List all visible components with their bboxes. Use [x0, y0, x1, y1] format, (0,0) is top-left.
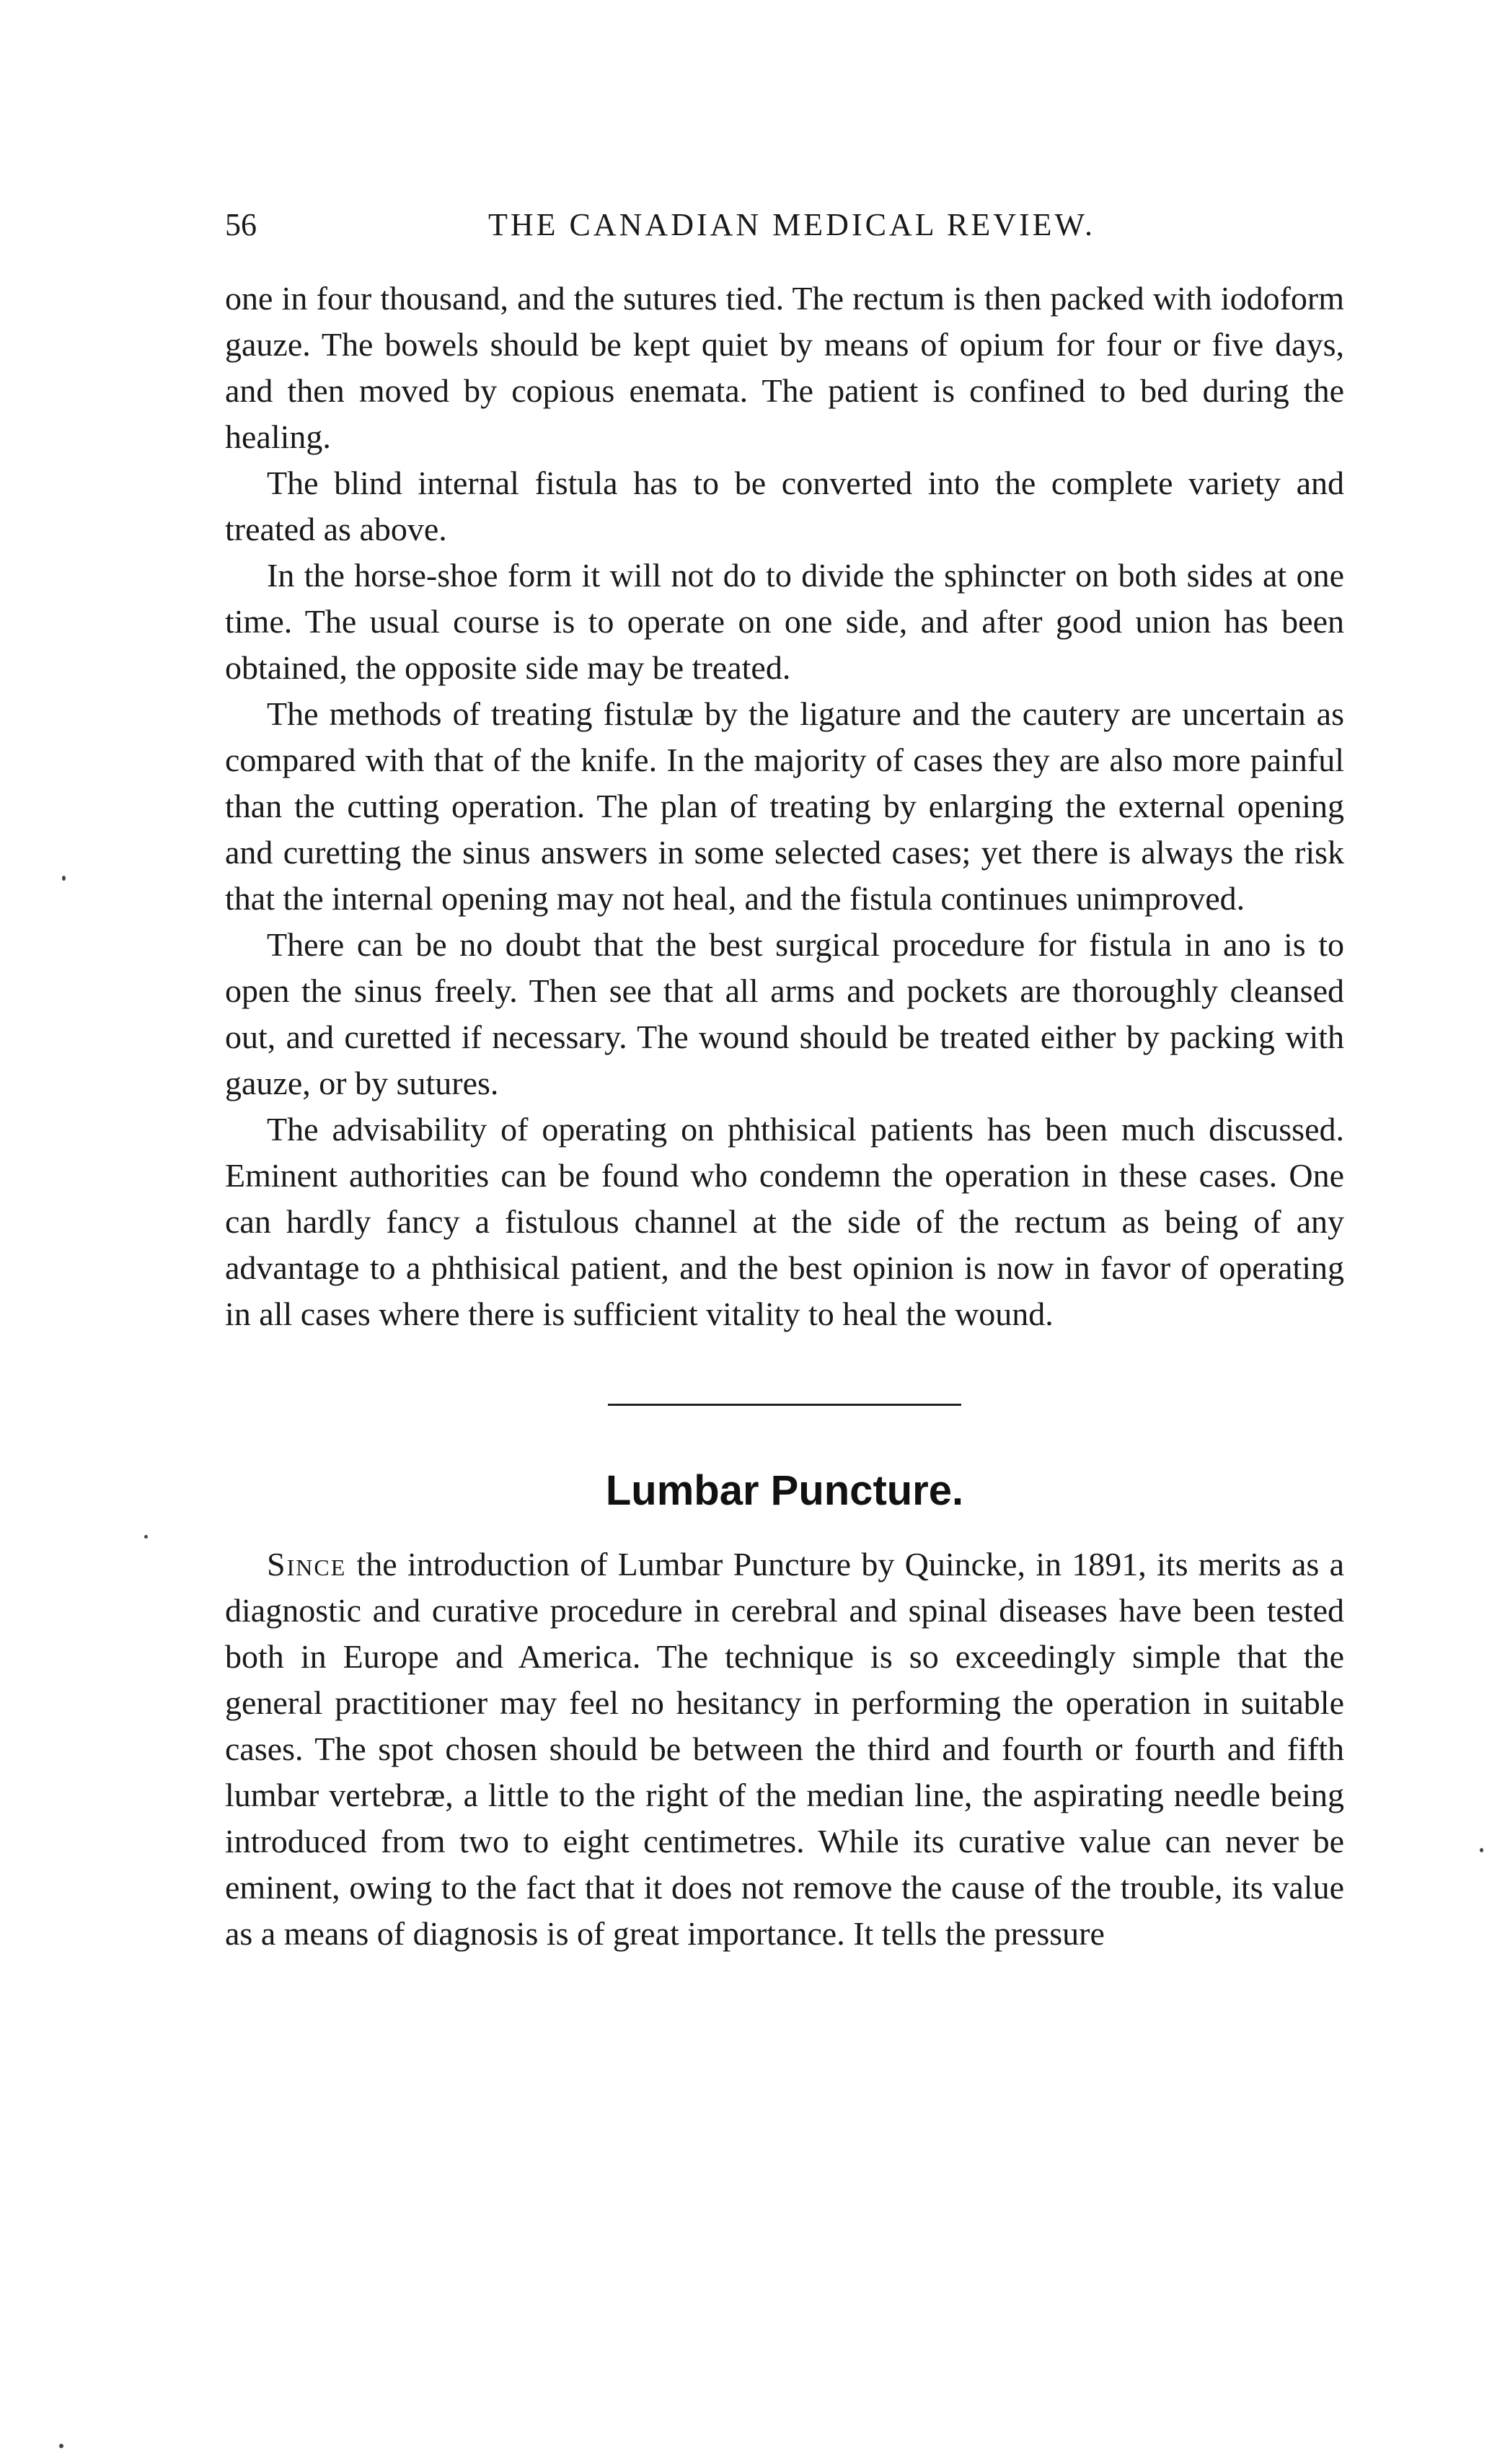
paragraph: one in four thousand, and the sutures tied. The rectum is then packed with iodoform gauze. The bowels should be kept quiet by means of opium for four or five days, and then moved by copious enemata. The patient is confined to bed during the healing.: [225, 280, 1344, 455]
article-body: [225, 276, 1344, 1957]
running-title: THE CANADIAN MEDICAL REVIEW.: [488, 207, 1095, 242]
scan-speck: [59, 2444, 63, 2448]
page-number: 56: [225, 207, 257, 242]
drop-word: Since: [267, 1546, 347, 1583]
paragraph: There can be no doubt that the best surgical procedure for fistula in ano is to open the sinus freely. Then see that all arms and pockets are thoroughly cleansed out, and curetted if necessary. The wound should be treated either by packing with gauze, or by sutures.: [225, 926, 1344, 1101]
section-heading: Lumbar Puncture.: [605, 1467, 964, 1514]
section-divider: [608, 1404, 961, 1406]
page-header: [225, 203, 1344, 254]
paragraph: The advisability of operating on phthisical patients has been much discussed. Eminent authorities can be found who condemn the operation in these cases. One can hardly fancy a fistulous channel at the side of the rectum as being of any advantage to a phthisical patient, and the best opinion is now in favor of operating in all cases where there is sufficient vitality to heal the wound.: [225, 1111, 1344, 1332]
paragraph: The methods of treating fistulæ by the ligature and the cautery are uncertain as compared with that of the knife. In the majority of cases they are also more painful than the cutting operation. The plan of treating by enlarging the external opening and curetting the sinus answers in some selected cases; yet there is always the risk that the internal opening may not heal, and the fistula continues unimproved.: [225, 695, 1344, 917]
scan-speck: [144, 1535, 148, 1539]
paragraph: In the horse-shoe form it will not do to divide the sphincter on both sides at one time. The usual course is to operate on one side, and after good union has been obtained, the opposite side may be treated.: [225, 557, 1344, 686]
paragraph: The blind internal fistula has to be converted into the complete variety and treated as above.: [225, 465, 1344, 547]
scan-speck: [1480, 1848, 1483, 1852]
paragraph: [225, 1541, 1344, 1957]
paragraph-text: the introduction of Lumbar Puncture by Quincke, in 1891, its merits as a diagnostic and curative procedure in cerebral and spinal diseases have been tested both in Europe and America. The technique is so exceedingly simple that the general practitioner may feel no hesitancy in performing the operation in suitable cases. The spot chosen should be between the third and fourth or fourth and fifth lumbar vertebræ, a little to the right of the median line, the aspirating needle being introduced from two to eight centimetres. While its curative value can never be eminent, owing to the fact that it does not remove the cause of the trouble, its value as a means of diagnosis is of great importance. It tells the pressure: [225, 1546, 1344, 1952]
scan-speck: [62, 876, 66, 881]
